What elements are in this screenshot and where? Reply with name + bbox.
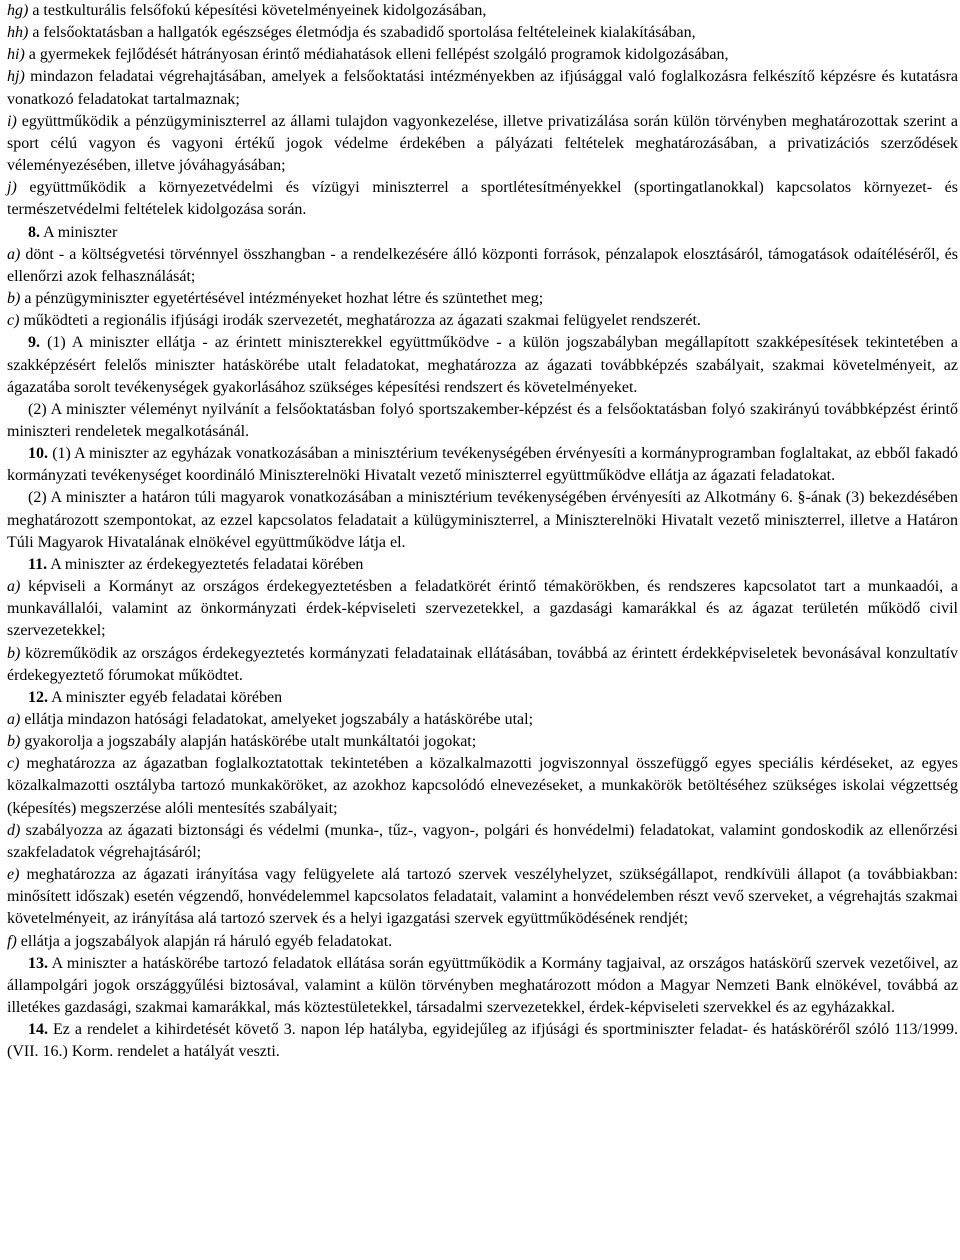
section-12-heading xyxy=(7,687,958,709)
item-text: dönt - a költségvetési törvénnyel összhangban - a rendelkezésére álló központi források, pénzalapok elosztásáról, támogatások odaítéléséről, és ellenőrzi azok felhasználását; xyxy=(7,245,958,285)
item-text: a gyermekek fejlődését hátrányosan érintő médiahatások elleni fellépést szolgáló programok kidolgozásában, xyxy=(24,46,729,64)
item-text: szabályozza az ágazati biztonsági és védelmi (munka-, tűz-, vagyon-, polgári és honvédelmi) feladatokat, valamint gondoskodik az ellenőrzési szakfeladatok végrehajtásáról; xyxy=(7,821,958,861)
item-text: meghatározza az ágazati irányítása vagy felügyelete alá tartozó szervek veszélyhelyzet, szükségállapot, rendkívüli állapot (a továbbiakban: minősített időszak) esetén végzendő, honvédelemmel kapcsolatos feladatait, valamint a honvédelemben részt vevő szerveket, a végrehajtás szakmai követelményeit, az irányítása alá tartozó szervek és a helyi igazgatási szervek együttműködésének rendjét; xyxy=(7,866,958,928)
item-label: hi) xyxy=(7,46,25,64)
section-number: 12. xyxy=(28,688,48,706)
item-text: ellátja mindazon hatósági feladatokat, amelyeket jogszabály a hatáskörébe utal; xyxy=(20,711,534,728)
item-text: mindazon feladatai végrehajtásában, amelyek a felsőoktatási intézményekben az ifjúsággal való foglalkozásra felkészítő képzésre és kutatásra vonatkozó feladatokat tartalmaznak; xyxy=(7,68,958,108)
item-label: hg) xyxy=(7,2,29,19)
section-text: (1) A miniszter az egyházak vonatkozásában a minisztérium tevékenységében érvényesíti a kormányprogramban foglaltakat, az ebből fakadó kormányzati tevékenységet koordináló Miniszterelnöki Hivatalt vezető miniszterrel együttműködve ellátja az ágazati feladatokat. xyxy=(7,445,958,485)
item-text: gyakorolja a jogszabály alapján hatáskörébe utalt munkáltatói jogokat; xyxy=(20,733,477,751)
section-text: A miniszter a hatáskörébe tartozó feladatok ellátása során együttműködik a Kormány tagjaival, az országos hatáskörű szervek vezetőivel, az állampolgári jogok országgyűlési biztosával, valamint a külön törvényben meghatározott módon a Magyar Nemzeti Bank elnökével, továbbá az illetékes gazdasági, szakmai kamarákkal, más köztestületekkel, társadalmi szervezetekkel, érdek-képviseleti szervekkel és az egyházakkal. xyxy=(7,954,958,1017)
item-label: a) xyxy=(7,578,21,596)
document-page xyxy=(7,0,958,1064)
section-10-paragraph-1 xyxy=(7,443,958,487)
section-number: 11. xyxy=(28,555,48,573)
paragraph-11b xyxy=(7,643,958,687)
item-label: a) xyxy=(7,245,21,263)
item-text: a testkulturális felsőfokú képesítési követelményeinek kidolgozásában, xyxy=(28,2,487,19)
section-8-heading xyxy=(7,222,958,244)
paragraph-12b xyxy=(7,731,958,753)
item-label: hh) xyxy=(7,24,29,42)
section-text: (1) A miniszter ellátja - az érintett miniszterekkel együttműködve - a külön jogszabályban megállapított szakképesítések tekintetében a szakképzésért felelős miniszter hatáskörébe utalt feladatokat, meghatározza az ágazati továbbképzés szabályait, szakmai követelményeit, az ágazatába sorolt tevékenységek gyakorlásához szükséges képesítési rendszert és követelményeket. xyxy=(7,334,958,396)
section-number: 9. xyxy=(28,334,40,352)
item-label: e) xyxy=(7,866,20,884)
section-9-paragraph-1 xyxy=(7,332,958,398)
paragraph-hj xyxy=(7,66,958,110)
item-text: a felsőoktatásban a hallgatók egészséges életmódja és szabadidő sportolása feltételeinek kialakításában, xyxy=(28,24,696,42)
item-text: meghatározza az ágazatban foglalkoztatottak tekintetében a közalkalmazotti jogviszonnyal összefüggő egyes speciális kérdéseket, az egyes közalkalmazotti osztályba tartozó munkaköröket, az azokhoz kapcsolódó elnevezéseket, a munkakörök betöltéséhez szükséges iskolai végzettség (képesítés) megszerzése alóli mentesítés szabályait; xyxy=(7,755,958,817)
section-number: 13. xyxy=(28,954,48,972)
section-11-heading xyxy=(7,554,958,576)
section-number: 10. xyxy=(28,445,48,463)
item-text: együttműködik a környezetvédelmi és vízügyi miniszterrel a sportlétesítményekkel (sportingatlanokkal) kapcsolatos környezet- és természetvédelmi feltételek kidolgozása során. xyxy=(7,179,958,219)
paragraph-12d xyxy=(7,820,958,864)
paragraph-hg xyxy=(7,0,958,22)
item-label: a) xyxy=(7,711,21,728)
section-number: 14. xyxy=(28,1021,48,1039)
paragraph-j xyxy=(7,177,958,221)
paragraph-12a xyxy=(7,709,958,731)
section-10-paragraph-2: (2) A miniszter a határon túli magyarok vonatkozásában a minisztérium tevékenységében érvényesíti az Alkotmány 6. §-ának (3) bekezdésében meghatározott szempontokat, az ezzel kapcsolatos feladatait a külügyminiszterrel, a Miniszterelnöki Hivatalt vezető miniszterrel, illetve a Határon Túli Magyarok Hivatalának elnökével együttműködve látja el. xyxy=(7,489,958,551)
section-number: 8. xyxy=(28,223,40,241)
paragraph-11a xyxy=(7,576,958,642)
paragraph-hi xyxy=(7,44,958,66)
section-13-paragraph xyxy=(7,953,958,1019)
item-label: c) xyxy=(7,755,20,773)
paragraph-hh xyxy=(7,22,958,44)
section-text: A miniszter egyéb feladatai körében xyxy=(48,688,283,706)
paragraph-i xyxy=(7,111,958,177)
paragraph-12f xyxy=(7,931,958,953)
item-label: d) xyxy=(7,821,21,839)
item-text: közreműködik az országos érdekegyeztetés kormányzati feladatainak ellátásában, továbbá az érintett érdekképviseletek bevonásával konzultatív érdekegyeztető fórumokat működtet. xyxy=(7,644,958,684)
section-text: A miniszter az érdekegyeztetés feladatai körében xyxy=(47,555,364,573)
paragraph-8c xyxy=(7,310,958,332)
item-label: b) xyxy=(7,290,21,308)
item-label: b) xyxy=(7,733,21,751)
item-label: i) xyxy=(7,112,17,130)
paragraph-8a xyxy=(7,244,958,288)
section-14-paragraph xyxy=(7,1019,958,1063)
item-text: ellátja a jogszabályok alapján rá háruló egyéb feladatokat. xyxy=(16,932,393,950)
paragraph-12e xyxy=(7,864,958,930)
item-text: működteti a regionális ifjúsági irodák szervezetét, meghatározza az ágazati szakmai felügyelet rendszerét. xyxy=(19,312,701,330)
item-label: hj) xyxy=(7,68,25,86)
section-text: Ez a rendelet a kihirdetését követő 3. napon lép hatályba, egyidejűleg az ifjúsági és sportminiszter feladat- és hatásköréről szóló 113/1999. (VII. 16.) Korm. rendelet a hatályát veszti. xyxy=(7,1021,958,1061)
section-text: A miniszter xyxy=(40,223,118,241)
paragraph-8b xyxy=(7,288,958,310)
item-text: a pénzügyminiszter egyetértésével intézményeket hozhat létre és szüntethet meg; xyxy=(20,290,544,308)
paragraph-12c xyxy=(7,753,958,819)
section-9-paragraph-2: (2) A miniszter véleményt nyilvánít a felsőoktatásban folyó sportszakember-képzést és a felsőoktatásban folyó szakirányú továbbképzést érintő miniszteri rendeletek megalkotásánál. xyxy=(7,400,958,440)
item-text: együttműködik a pénzügyminiszterrel az állami tulajdon vagyonkezelése, illetve privatizálása során külön törvényben meghatározottak szerint a sport célú vagyon és vagyoni értékű jogok védelme érdekében a pályázati feltételek meghatározásában, a privatizációs szerződések véleményezésében, illetve jóváhagyásában; xyxy=(7,112,958,175)
item-label: c) xyxy=(7,312,20,330)
item-text: képviseli a Kormányt az országos érdekegyeztetésben a feladatkörét érintő témakörökben, és rendszeres kapcsolatot tart a munkaadói, a munkavállalói, valamint az önkormányzati érdek-képviseleti szervezetekkel, a gazdasági kamarákkal és az ágazat területén működő civil szervezetekkel; xyxy=(7,578,958,640)
item-label: j) xyxy=(7,179,17,197)
item-label: b) xyxy=(7,644,21,662)
item-label: f) xyxy=(7,932,17,950)
